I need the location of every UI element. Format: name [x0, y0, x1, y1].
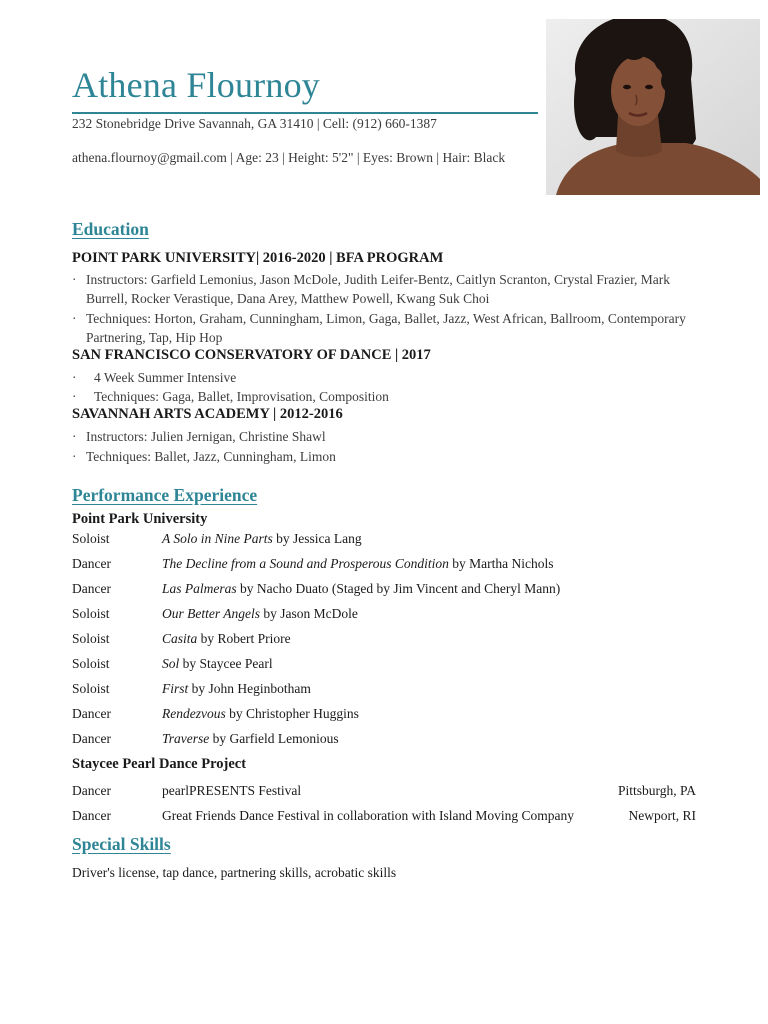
piece-title: Sol	[162, 656, 180, 671]
skills-heading: Special Skills	[72, 834, 171, 854]
work-credit	[162, 681, 311, 697]
school-heading: SAN FRANCISCO CONSERVATORY OF DANCE | 2017	[72, 347, 431, 363]
performance-row	[72, 581, 696, 601]
resume-name: Athena Flournoy	[72, 65, 320, 105]
performance-row	[72, 631, 696, 651]
piece-title: The Decline from a Sound and Prosperous Condition	[162, 556, 449, 571]
role-label: Soloist	[72, 531, 110, 546]
role-label: Dancer	[72, 731, 111, 746]
choreographer-credit: by Christopher Huggins	[225, 706, 359, 721]
work-credit	[162, 606, 358, 622]
education-heading: Education	[72, 219, 149, 239]
list-item	[72, 387, 692, 406]
list-item	[72, 447, 692, 466]
bullet-text: 4 Week Summer Intensive	[94, 370, 237, 385]
performance-row	[72, 731, 696, 751]
bullet-text: Techniques: Ballet, Jazz, Cunningham, Limon	[86, 449, 336, 464]
role-label: Soloist	[72, 656, 110, 671]
work-credit	[162, 531, 362, 547]
bullet-glyph: ·	[72, 389, 77, 404]
list-item	[72, 270, 692, 308]
performance-heading: Performance Experience	[72, 485, 258, 505]
company-heading: Staycee Pearl Dance Project	[72, 756, 247, 772]
role-label: Dancer	[72, 808, 111, 823]
choreographer-credit: by John Heginbotham	[188, 681, 311, 696]
performance-row	[72, 681, 696, 701]
role-label: Dancer	[72, 706, 111, 721]
role-label: Dancer	[72, 556, 111, 571]
company-heading: Point Park University	[72, 511, 208, 527]
list-item	[72, 309, 692, 347]
choreographer-credit: by Robert Priore	[197, 631, 291, 646]
choreographer-credit: by Nacho Duato (Staged by Jim Vincent and Cheryl Mann)	[236, 581, 561, 596]
bullet-glyph: ·	[72, 272, 77, 287]
piece-title: Rendezvous	[162, 706, 226, 721]
role-label: Dancer	[72, 783, 111, 798]
work-credit	[162, 581, 560, 597]
role-label: Soloist	[72, 631, 110, 646]
school-heading: POINT PARK UNIVERSITY| 2016-2020 | BFA PROGRAM	[72, 250, 444, 266]
contact-details-line: athena.flournoy@gmail.com | Age: 23 | Height: 5'2" | Eyes: Brown | Hair: Black	[72, 150, 506, 165]
event-name: pearlPRESENTS Festival	[162, 783, 302, 798]
school-heading: SAVANNAH ARTS ACADEMY | 2012-2016	[72, 406, 343, 422]
performance-row	[72, 531, 696, 551]
bullet-glyph: ·	[72, 311, 77, 326]
work-credit	[162, 706, 359, 722]
event-location: Newport, RI	[628, 808, 696, 823]
role-label: Soloist	[72, 681, 110, 696]
work-credit	[162, 556, 553, 572]
piece-title: Traverse	[162, 731, 210, 746]
bullet-text: Instructors: Garfield Lemonius, Jason McDole, Judith Leifer-Bentz, Caitlyn Scranton, Crystal Frazier, Mark Burrell, Rocker Verastique, Dana Arey, Matthew Powell, Kwang Suk Choi	[86, 272, 671, 306]
performance-row	[72, 808, 696, 828]
headshot-illustration	[546, 19, 760, 195]
piece-title: Las Palmeras	[162, 581, 237, 596]
piece-title: First	[162, 681, 189, 696]
choreographer-credit: by Staycee Pearl	[179, 656, 273, 671]
bullet-glyph: ·	[72, 370, 77, 385]
event-name: Great Friends Dance Festival in collaboration with Island Moving Company	[162, 808, 575, 823]
bullet-text: Techniques: Gaga, Ballet, Improvisation, Composition	[94, 389, 389, 404]
bullet-glyph: ·	[72, 449, 77, 464]
address-line: 232 Stonebridge Drive Savannah, GA 31410 | Cell: (912) 660-1387	[72, 116, 437, 131]
headshot-photo	[546, 19, 760, 195]
choreographer-credit: by Jessica Lang	[272, 531, 362, 546]
role-label: Soloist	[72, 606, 110, 621]
performance-row	[72, 556, 696, 576]
work-credit	[162, 731, 339, 747]
bullet-glyph: ·	[72, 429, 77, 444]
choreographer-credit: by Jason McDole	[260, 606, 358, 621]
piece-title: A Solo in Nine Parts	[162, 531, 273, 546]
list-item	[72, 427, 692, 446]
choreographer-credit: by Martha Nichols	[448, 556, 554, 571]
bullet-text: Instructors: Julien Jernigan, Christine Shawl	[86, 429, 326, 444]
piece-title: Casita	[162, 631, 198, 646]
event-location: Pittsburgh, PA	[617, 783, 696, 798]
role-label: Dancer	[72, 581, 111, 596]
name-underline-rule	[72, 112, 538, 114]
work-credit	[162, 631, 291, 647]
work-credit	[162, 656, 273, 672]
performance-row	[72, 706, 696, 726]
performance-row	[72, 783, 696, 803]
bullet-text: Techniques: Horton, Graham, Cunningham, Limon, Gaga, Ballet, Jazz, West African, Ballroom, Contemporary Partnering, Tap, Hip Hop	[86, 311, 686, 345]
choreographer-credit: by Garfield Lemonious	[209, 731, 339, 746]
piece-title: Our Better Angels	[162, 606, 260, 621]
skills-text: Driver's license, tap dance, partnering skills, acrobatic skills	[72, 865, 397, 880]
list-item	[72, 368, 692, 387]
performance-row	[72, 606, 696, 626]
performance-row	[72, 656, 696, 676]
